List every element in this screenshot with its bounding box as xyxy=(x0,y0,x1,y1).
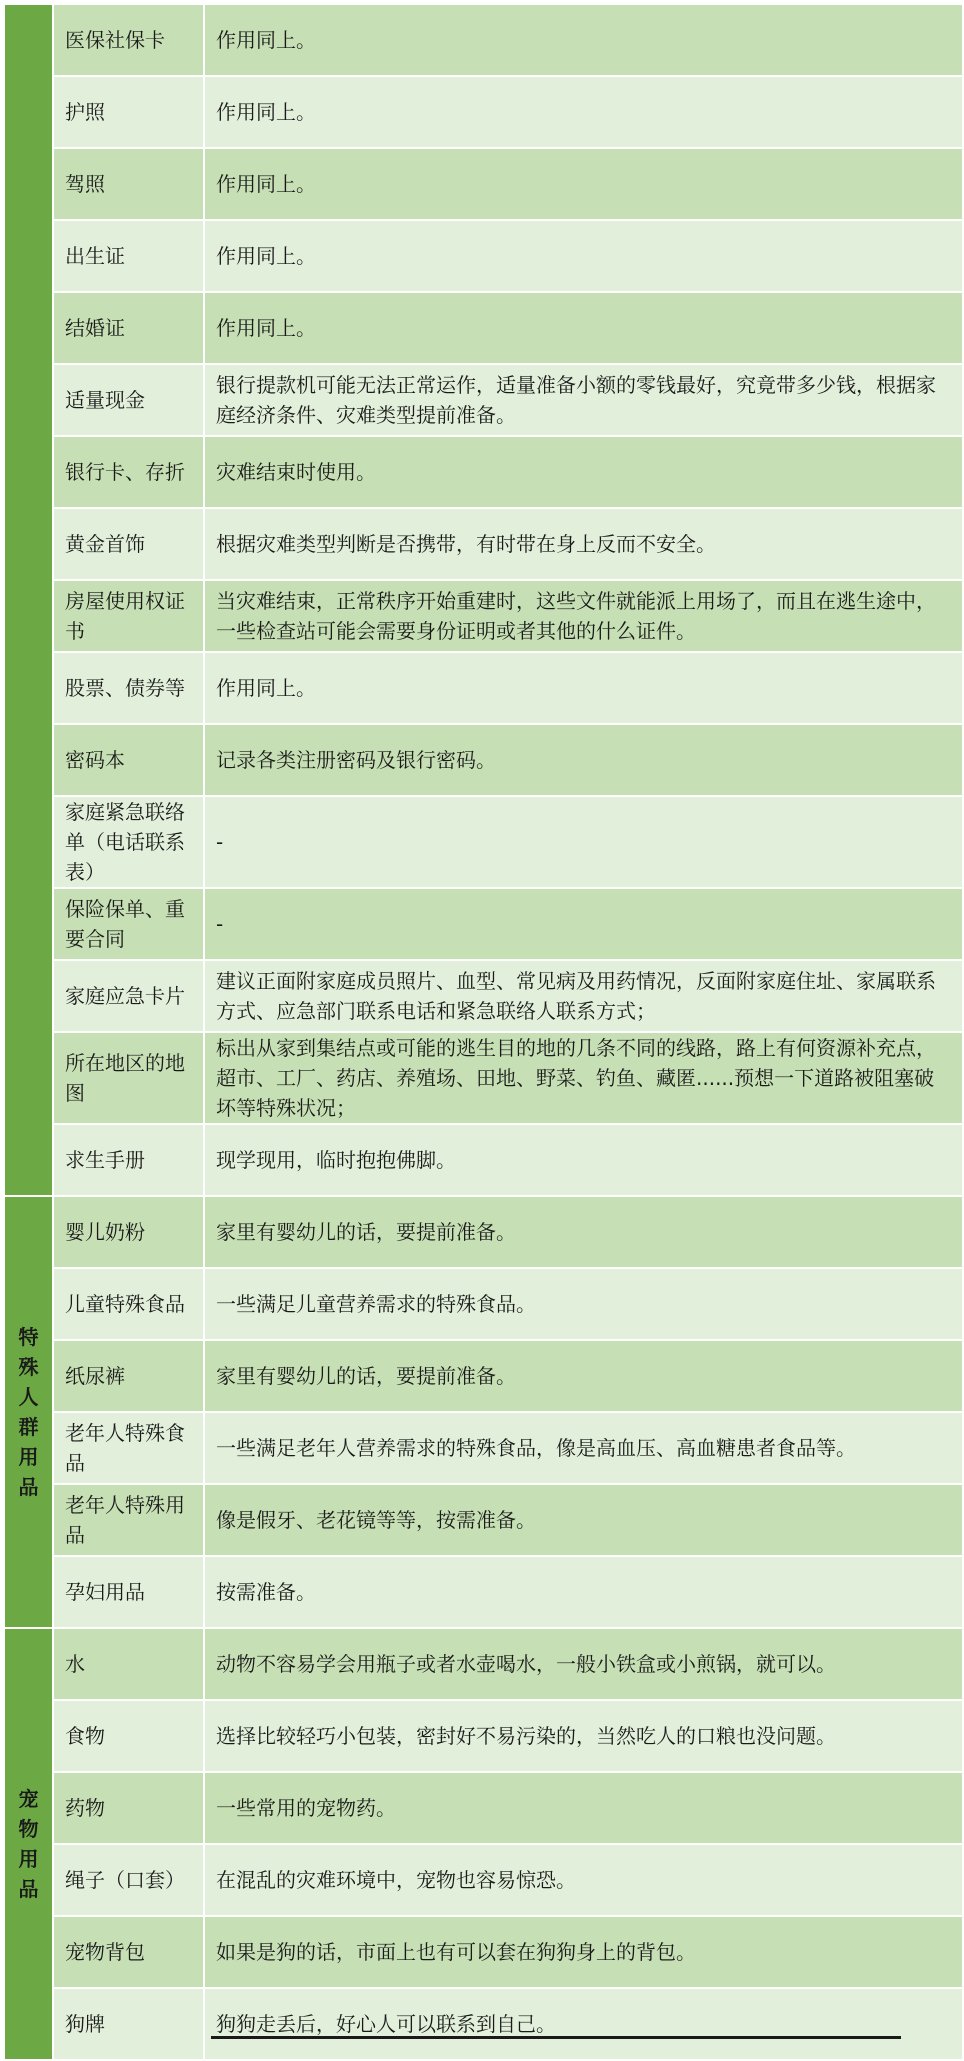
item-description-cell: 动物不容易学会用瓶子或者水壶喝水，一般小铁盒或小煎锅，就可以。 xyxy=(204,1628,963,1700)
item-name-cell: 狗牌 xyxy=(53,1988,204,2060)
item-name-cell: 儿童特殊食品 xyxy=(53,1268,204,1340)
item-description-cell: 作用同上。 xyxy=(204,292,963,364)
table-row xyxy=(4,1032,963,1124)
item-name-cell: 保险保单、重要合同 xyxy=(53,888,204,960)
item-description-cell: 作用同上。 xyxy=(204,4,963,76)
item-name-cell: 老年人特殊食品 xyxy=(53,1412,204,1484)
item-name-cell: 宠物背包 xyxy=(53,1916,204,1988)
table-row xyxy=(4,1700,963,1772)
item-description-cell: 作用同上。 xyxy=(204,148,963,220)
category-label: 宠物用品 xyxy=(18,1787,39,1901)
category-label: 特殊人群用品 xyxy=(18,1325,39,1499)
table-row xyxy=(4,724,963,796)
table-row xyxy=(4,508,963,580)
bottom-divider xyxy=(211,2036,901,2039)
item-description-cell: 建议正面附家庭成员照片、血型、常见病及用药情况，反面附家庭住址、家属联系方式、应急部门联系电话和紧急联络人联系方式； xyxy=(204,960,963,1032)
item-description-cell: 作用同上。 xyxy=(204,220,963,292)
item-name-cell: 出生证 xyxy=(53,220,204,292)
item-name-cell: 药物 xyxy=(53,1772,204,1844)
item-description-cell: 选择比较轻巧小包装，密封好不易污染的，当然吃人的口粮也没问题。 xyxy=(204,1700,963,1772)
item-name-cell: 老年人特殊用品 xyxy=(53,1484,204,1556)
item-description-cell: 家里有婴幼儿的话，要提前准备。 xyxy=(204,1340,963,1412)
item-name-cell: 黄金首饰 xyxy=(53,508,204,580)
item-description-cell: 一些满足儿童营养需求的特殊食品。 xyxy=(204,1268,963,1340)
item-name-cell: 水 xyxy=(53,1628,204,1700)
category-cell xyxy=(4,1196,53,1628)
category-cell xyxy=(4,1628,53,2060)
item-description-cell: 按需准备。 xyxy=(204,1556,963,1628)
table-row xyxy=(4,220,963,292)
item-description-cell: 像是假牙、老花镜等等，按需准备。 xyxy=(204,1484,963,1556)
item-description-cell: - xyxy=(204,888,963,960)
table-row xyxy=(4,1196,963,1268)
item-description-cell: 银行提款机可能无法正常运作，适量准备小额的零钱最好，究竟带多少钱，根据家庭经济条件、灾难类型提前准备。 xyxy=(204,364,963,436)
table-row xyxy=(4,888,963,960)
table-row xyxy=(4,652,963,724)
table-row xyxy=(4,796,963,888)
item-description-cell: 灾难结束时使用。 xyxy=(204,436,963,508)
table-row xyxy=(4,1340,963,1412)
table-row xyxy=(4,1268,963,1340)
item-name-cell: 护照 xyxy=(53,76,204,148)
item-name-cell: 驾照 xyxy=(53,148,204,220)
table-row xyxy=(4,76,963,148)
item-name-cell: 家庭应急卡片 xyxy=(53,960,204,1032)
item-name-cell: 结婚证 xyxy=(53,292,204,364)
item-name-cell: 银行卡、存折 xyxy=(53,436,204,508)
table-row xyxy=(4,292,963,364)
item-description-cell: 标出从家到集结点或可能的逃生目的地的几条不同的线路，路上有何资源补充点，超市、工厂、药店、养殖场、田地、野菜、钓鱼、藏匿......预想一下道路被阻塞破坏等特殊状况； xyxy=(204,1032,963,1124)
item-description-cell: 在混乱的灾难环境中，宠物也容易惊恐。 xyxy=(204,1844,963,1916)
item-name-cell: 家庭紧急联络单（电话联系表） xyxy=(53,796,204,888)
item-name-cell: 求生手册 xyxy=(53,1124,204,1196)
table-row xyxy=(4,364,963,436)
item-name-cell: 孕妇用品 xyxy=(53,1556,204,1628)
item-description-cell: - xyxy=(204,796,963,888)
item-name-cell: 适量现金 xyxy=(53,364,204,436)
item-description-cell: 一些满足老年人营养需求的特殊食品，像是高血压、高血糖患者食品等。 xyxy=(204,1412,963,1484)
item-name-cell: 绳子（口套） xyxy=(53,1844,204,1916)
item-description-cell: 作用同上。 xyxy=(204,652,963,724)
table-row xyxy=(4,148,963,220)
item-description-cell: 作用同上。 xyxy=(204,76,963,148)
item-description-cell: 家里有婴幼儿的话，要提前准备。 xyxy=(204,1196,963,1268)
table-row xyxy=(4,1628,963,1700)
table-row xyxy=(4,1844,963,1916)
item-name-cell: 房屋使用权证书 xyxy=(53,580,204,652)
item-description-cell: 当灾难结束，正常秩序开始重建时，这些文件就能派上用场了，而且在逃生途中，一些检查站可能会需要身份证明或者其他的什么证件。 xyxy=(204,580,963,652)
item-name-cell: 医保社保卡 xyxy=(53,4,204,76)
table-row xyxy=(4,1124,963,1196)
category-cell xyxy=(4,4,53,1196)
item-description-cell: 狗狗走丢后，好心人可以联系到自己。 xyxy=(204,1988,963,2060)
table-row xyxy=(4,436,963,508)
table-row xyxy=(4,1556,963,1628)
table-row xyxy=(4,960,963,1032)
item-name-cell: 所在地区的地图 xyxy=(53,1032,204,1124)
item-description-cell: 根据灾难类型判断是否携带，有时带在身上反而不安全。 xyxy=(204,508,963,580)
supply-table-body xyxy=(4,4,963,2060)
table-row xyxy=(4,1988,963,2060)
supply-table-container xyxy=(3,3,962,2061)
item-description-cell: 现学现用，临时抱抱佛脚。 xyxy=(204,1124,963,1196)
table-row xyxy=(4,1484,963,1556)
item-description-cell: 如果是狗的话，市面上也有可以套在狗狗身上的背包。 xyxy=(204,1916,963,1988)
item-description-cell: 一些常用的宠物药。 xyxy=(204,1772,963,1844)
item-name-cell: 股票、债券等 xyxy=(53,652,204,724)
table-row xyxy=(4,4,963,76)
supply-table xyxy=(3,3,964,2061)
table-row xyxy=(4,1412,963,1484)
table-row xyxy=(4,1916,963,1988)
table-row xyxy=(4,580,963,652)
item-name-cell: 密码本 xyxy=(53,724,204,796)
item-name-cell: 纸尿裤 xyxy=(53,1340,204,1412)
item-name-cell: 婴儿奶粉 xyxy=(53,1196,204,1268)
item-name-cell: 食物 xyxy=(53,1700,204,1772)
table-row xyxy=(4,1772,963,1844)
item-description-cell: 记录各类注册密码及银行密码。 xyxy=(204,724,963,796)
